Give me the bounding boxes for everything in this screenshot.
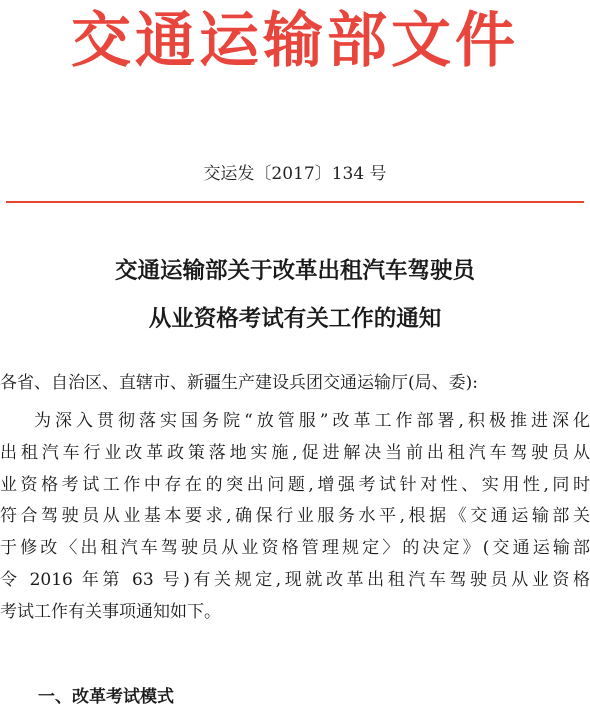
body-line: 令 2016 年第 63 号)有关规定,现就改革出租汽车驾驶员从业资格 [0,569,590,590]
body-line: 符合驾驶员从业基本要求,确保行业服务水平,根据《交通运输部关 [0,506,590,527]
body-line: 出租汽车行业改革政策落地实施,促进解决当前出租汽车驾驶员从 [0,442,590,463]
document-number: 交运发〔2017〕134 号 [203,164,387,184]
body-line: 为深入贯彻落实国务院“放管服”改革工作部署,积极推进深化 [34,411,590,431]
document-title-line: 从业资格考试有关工作的通知 [148,306,442,332]
body-line: 考试工作有关事项通知如下。 [0,601,221,622]
section-heading: 一、改革考试模式 [38,687,174,707]
issuer-header-title: 交通运输部文件 [71,6,519,76]
recipient-line: 各省、自治区、直辖市、新疆生产建设兵团交通运输厅(局、委): [0,373,478,393]
document-title [0,247,590,343]
body-line: 业资格考试工作中存在的突出问题,增强考试针对性、实用性,同时 [0,474,590,495]
body-paragraph [0,406,590,629]
body-line: 于修改〈出租汽车驾驶员从业资格管理规定〉的决定》(交通运输部 [0,538,590,559]
document-title-line: 交通运输部关于改革出租汽车驾驶员 [114,258,475,284]
red-divider-line [6,201,584,203]
